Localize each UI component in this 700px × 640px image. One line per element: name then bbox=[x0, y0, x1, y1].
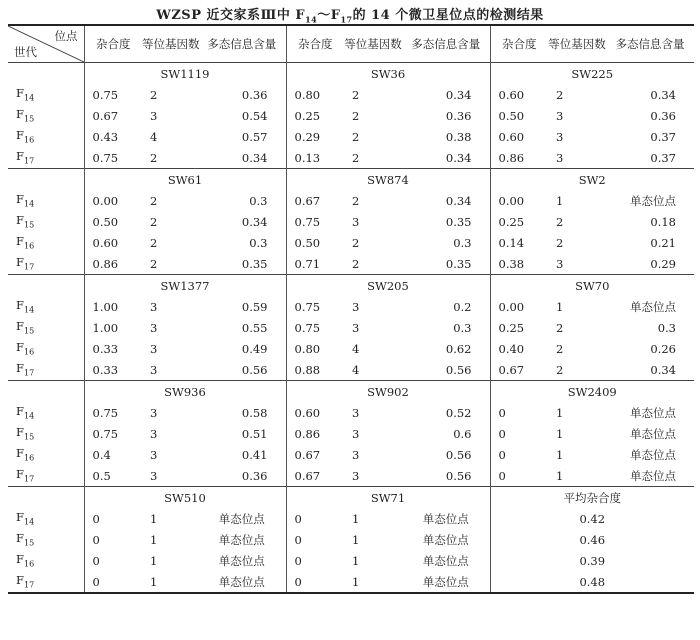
pic-value: 0.3 bbox=[657, 320, 676, 335]
heterozygosity-value: 0.38 bbox=[498, 256, 525, 271]
generation-label: $F_{16}$ bbox=[8, 126, 84, 147]
data-row bbox=[8, 147, 694, 169]
heterozygosity-value: 0 bbox=[92, 532, 100, 547]
generation-label: $F_{16}$ bbox=[8, 232, 84, 253]
allele-count-value: 3 bbox=[352, 214, 360, 229]
locus-name: SW61 bbox=[84, 169, 286, 191]
pic-value: 0.57 bbox=[198, 126, 286, 147]
heterozygosity-value: 0.25 bbox=[498, 214, 525, 229]
heterozygosity-value: 0.60 bbox=[294, 405, 321, 420]
allele-count-value: 1 bbox=[556, 405, 564, 420]
allele-count-value: 2 bbox=[556, 320, 564, 335]
heterozygosity-value: 0 bbox=[294, 532, 302, 547]
average-het-value: 0.46 bbox=[579, 532, 606, 547]
allele-count-value: 2 bbox=[556, 214, 564, 229]
pic-value: 0.51 bbox=[198, 423, 286, 444]
data-row bbox=[8, 571, 694, 593]
heterozygosity-value: 0 bbox=[294, 511, 302, 526]
pic-value: 0.36 bbox=[198, 84, 286, 105]
heterozygosity-value: 0.43 bbox=[92, 129, 119, 144]
allele-count-value: 1 bbox=[150, 511, 158, 526]
allele-count-value: 3 bbox=[150, 341, 158, 356]
locus-name: SW2 bbox=[578, 172, 606, 187]
allele-count-value: 2 bbox=[556, 341, 564, 356]
heterozygosity-value: 0.75 bbox=[92, 405, 119, 420]
pic-value: 0.54 bbox=[198, 105, 286, 126]
generation-label: $F_{16}$ bbox=[8, 444, 84, 465]
locus-name: SW2409 bbox=[567, 384, 617, 399]
heterozygosity-value: 0.00 bbox=[498, 299, 525, 314]
average-het-value: 0.39 bbox=[579, 553, 606, 568]
locus-name: SW510 bbox=[84, 487, 286, 509]
pic-value: 0.35 bbox=[402, 253, 490, 275]
allele-count-value: 2 bbox=[352, 108, 360, 123]
pic-value: 0.56 bbox=[402, 465, 490, 487]
data-row bbox=[8, 232, 694, 253]
pic-value: 0.3 bbox=[402, 317, 490, 338]
heterozygosity-value: 0.86 bbox=[92, 256, 119, 271]
allele-count-value: 3 bbox=[352, 299, 360, 314]
pic-value: 单态位点 bbox=[198, 508, 286, 529]
heterozygosity-value: 0.67 bbox=[294, 193, 321, 208]
heterozygosity-value: 0.67 bbox=[294, 447, 321, 462]
data-row bbox=[8, 126, 694, 147]
pic-value: 0.34 bbox=[402, 190, 490, 211]
pic-value: 0.34 bbox=[198, 147, 286, 169]
generation-label: $F_{17}$ bbox=[8, 465, 84, 487]
generation-label: $F_{14}$ bbox=[8, 402, 84, 423]
pic-value: 0.59 bbox=[198, 296, 286, 317]
locus-header-row bbox=[8, 169, 694, 191]
allele-count-value: 2 bbox=[352, 129, 360, 144]
heterozygosity-value: 0.75 bbox=[294, 214, 321, 229]
locus-header-row bbox=[8, 63, 694, 85]
diagonal-header-cell bbox=[8, 25, 84, 63]
allele-count-value: 2 bbox=[352, 87, 360, 102]
allele-count-value: 3 bbox=[556, 108, 564, 123]
allele-count-value: 1 bbox=[556, 447, 564, 462]
pic-value: 单态位点 bbox=[402, 571, 490, 593]
pic-value: 0.34 bbox=[402, 84, 490, 105]
average-het-value: 0.42 bbox=[579, 511, 606, 526]
heterozygosity-value: 0 bbox=[294, 553, 302, 568]
pic-value: 单态位点 bbox=[630, 299, 676, 314]
generation-label: $F_{17}$ bbox=[8, 253, 84, 275]
col-header-pic: 多态信息含量 bbox=[615, 37, 685, 51]
pic-value: 单态位点 bbox=[198, 571, 286, 593]
heterozygosity-value: 1.00 bbox=[92, 320, 119, 335]
allele-count-value: 3 bbox=[150, 320, 158, 335]
col-header-alleles: 等位基因数 bbox=[142, 37, 200, 51]
pic-value: 0.3 bbox=[198, 190, 286, 211]
locus-name: SW902 bbox=[286, 381, 490, 403]
col-header-pic: 多态信息含量 bbox=[198, 25, 286, 63]
pic-value: 0.37 bbox=[650, 150, 676, 165]
pic-value: 0.3 bbox=[402, 232, 490, 253]
allele-count-value: 2 bbox=[352, 150, 360, 165]
generation-label: $F_{14}$ bbox=[8, 508, 84, 529]
col-header-alleles: 等位基因数 bbox=[344, 37, 402, 51]
heterozygosity-value: 0 bbox=[92, 553, 100, 568]
locus-name: SW36 bbox=[286, 63, 490, 85]
pic-value: 0.26 bbox=[650, 341, 676, 356]
pic-value: 0.56 bbox=[402, 444, 490, 465]
locus-name: SW205 bbox=[286, 275, 490, 297]
allele-count-value: 4 bbox=[352, 341, 360, 356]
generation-label: $F_{17}$ bbox=[8, 571, 84, 593]
allele-count-value: 3 bbox=[556, 150, 564, 165]
pic-value: 0.36 bbox=[198, 465, 286, 487]
heterozygosity-value: 0 bbox=[294, 574, 302, 589]
data-row bbox=[8, 402, 694, 423]
generation-label: $F_{17}$ bbox=[8, 147, 84, 169]
data-row bbox=[8, 444, 694, 465]
allele-count-value: 3 bbox=[150, 108, 158, 123]
allele-count-value: 2 bbox=[556, 235, 564, 250]
allele-count-value: 1 bbox=[352, 511, 360, 526]
heterozygosity-value: 0.75 bbox=[92, 426, 119, 441]
pic-value: 0.29 bbox=[650, 256, 676, 271]
allele-count-value: 3 bbox=[150, 405, 158, 420]
pic-value: 0.36 bbox=[650, 108, 676, 123]
allele-count-value: 1 bbox=[352, 574, 360, 589]
pic-value: 0.35 bbox=[198, 253, 286, 275]
allele-count-value: 1 bbox=[556, 193, 564, 208]
data-row bbox=[8, 423, 694, 444]
pic-value: 单态位点 bbox=[402, 529, 490, 550]
heterozygosity-value: 0.5 bbox=[92, 468, 111, 483]
data-row bbox=[8, 253, 694, 275]
heterozygosity-value: 0.50 bbox=[294, 235, 321, 250]
data-row bbox=[8, 465, 694, 487]
heterozygosity-value: 0.80 bbox=[294, 341, 321, 356]
data-row bbox=[8, 508, 694, 529]
generation-label: $F_{14}$ bbox=[8, 84, 84, 105]
allele-count-value: 3 bbox=[150, 299, 158, 314]
generation-label: $F_{15}$ bbox=[8, 317, 84, 338]
heterozygosity-value: 0.50 bbox=[92, 214, 119, 229]
pic-value: 单态位点 bbox=[402, 508, 490, 529]
pic-value: 0.34 bbox=[402, 147, 490, 169]
pic-value: 0.38 bbox=[402, 126, 490, 147]
heterozygosity-value: 0.80 bbox=[294, 87, 321, 102]
pic-value: 0.58 bbox=[198, 402, 286, 423]
heterozygosity-value: 0.86 bbox=[498, 150, 525, 165]
allele-count-value: 2 bbox=[556, 87, 564, 102]
pic-value: 0.56 bbox=[198, 359, 286, 381]
heterozygosity-value: 0 bbox=[498, 468, 506, 483]
pic-value: 0.6 bbox=[402, 423, 490, 444]
heterozygosity-value: 0.29 bbox=[294, 129, 321, 144]
col-header-het: 杂合度 bbox=[298, 37, 333, 51]
locus-header-row bbox=[8, 275, 694, 297]
allele-count-value: 1 bbox=[556, 299, 564, 314]
allele-count-value: 1 bbox=[556, 426, 564, 441]
allele-count-value: 2 bbox=[150, 256, 158, 271]
data-row bbox=[8, 190, 694, 211]
data-row bbox=[8, 296, 694, 317]
pic-value: 0.52 bbox=[402, 402, 490, 423]
heterozygosity-value: 0 bbox=[498, 426, 506, 441]
data-row bbox=[8, 550, 694, 571]
generation-label: $F_{14}$ bbox=[8, 190, 84, 211]
allele-count-value: 2 bbox=[150, 150, 158, 165]
pic-value: 0.62 bbox=[402, 338, 490, 359]
locus-name: SW1119 bbox=[84, 63, 286, 85]
pic-value: 0.18 bbox=[650, 214, 676, 229]
heterozygosity-value: 0.14 bbox=[498, 235, 525, 250]
allele-count-value: 1 bbox=[150, 574, 158, 589]
heterozygosity-value: 0.75 bbox=[92, 87, 119, 102]
pic-value: 0.36 bbox=[402, 105, 490, 126]
heterozygosity-value: 0.25 bbox=[294, 108, 321, 123]
allele-count-value: 2 bbox=[150, 214, 158, 229]
allele-count-value: 3 bbox=[352, 405, 360, 420]
allele-count-value: 1 bbox=[150, 532, 158, 547]
allele-count-value: 3 bbox=[556, 256, 564, 271]
col-header-pic: 多态信息含量 bbox=[402, 25, 490, 63]
pic-value: 单态位点 bbox=[630, 193, 676, 208]
pic-value: 0.41 bbox=[198, 444, 286, 465]
locus-name: SW71 bbox=[286, 487, 490, 509]
heterozygosity-value: 0.67 bbox=[498, 362, 525, 377]
header-row bbox=[8, 25, 694, 63]
allele-count-value: 2 bbox=[150, 235, 158, 250]
generation-label: $F_{15}$ bbox=[8, 529, 84, 550]
pic-value: 0.35 bbox=[402, 211, 490, 232]
allele-count-value: 2 bbox=[352, 235, 360, 250]
generation-label: $F_{15}$ bbox=[8, 423, 84, 444]
pic-value: 0.49 bbox=[198, 338, 286, 359]
pic-value: 单态位点 bbox=[630, 405, 676, 420]
allele-count-value: 3 bbox=[352, 468, 360, 483]
pic-value: 单态位点 bbox=[198, 529, 286, 550]
table-title: WZSP 近交家系Ⅲ中 $F_{14}\sim F_{17}$的 14 个微卫星位点的检测结果 bbox=[156, 8, 544, 25]
heterozygosity-value: 0.71 bbox=[294, 256, 321, 271]
heterozygosity-value: 0.88 bbox=[294, 362, 321, 377]
allele-count-value: 3 bbox=[150, 468, 158, 483]
heterozygosity-value: 0.86 bbox=[294, 426, 321, 441]
pic-value: 单态位点 bbox=[630, 426, 676, 441]
heterozygosity-value: 0.25 bbox=[498, 320, 525, 335]
col-header-het: 杂合度 bbox=[502, 37, 537, 51]
heterozygosity-value: 0.67 bbox=[92, 108, 119, 123]
locus-name: SW874 bbox=[286, 169, 490, 191]
allele-count-value: 3 bbox=[150, 362, 158, 377]
allele-count-value: 3 bbox=[352, 426, 360, 441]
generation-label: $F_{17}$ bbox=[8, 359, 84, 381]
heterozygosity-value: 0.13 bbox=[294, 150, 321, 165]
pic-value: 0.37 bbox=[650, 129, 676, 144]
pic-value: 0.21 bbox=[650, 235, 676, 250]
generation-header-label: 世代 bbox=[14, 45, 37, 59]
heterozygosity-value: 0.00 bbox=[498, 193, 525, 208]
pic-value: 单态位点 bbox=[402, 550, 490, 571]
data-row bbox=[8, 84, 694, 105]
allele-count-value: 4 bbox=[150, 129, 158, 144]
heterozygosity-value: 0 bbox=[92, 574, 100, 589]
locus-name: SW1377 bbox=[84, 275, 286, 297]
data-row bbox=[8, 338, 694, 359]
locus-name: SW225 bbox=[571, 66, 614, 81]
heterozygosity-value: 0.75 bbox=[294, 299, 321, 314]
heterozygosity-value: 0.60 bbox=[498, 87, 525, 102]
locus-header-row bbox=[8, 381, 694, 403]
generation-label: $F_{16}$ bbox=[8, 338, 84, 359]
heterozygosity-value: 0.50 bbox=[498, 108, 525, 123]
pic-value: 0.2 bbox=[402, 296, 490, 317]
average-het-label: 平均杂合度 bbox=[563, 490, 621, 505]
heterozygosity-value: 0.67 bbox=[294, 468, 321, 483]
pic-value: 0.34 bbox=[650, 87, 676, 102]
generation-label: $F_{15}$ bbox=[8, 105, 84, 126]
data-row bbox=[8, 105, 694, 126]
heterozygosity-value: 0.60 bbox=[92, 235, 119, 250]
heterozygosity-value: 0 bbox=[92, 511, 100, 526]
col-header-alleles: 等位基因数 bbox=[548, 37, 606, 51]
heterozygosity-value: 1.00 bbox=[92, 299, 119, 314]
allele-count-value: 3 bbox=[556, 129, 564, 144]
locus-header-label: 位点 bbox=[54, 29, 78, 43]
heterozygosity-value: 0.75 bbox=[294, 320, 321, 335]
average-het-value: 0.48 bbox=[579, 574, 606, 589]
data-row bbox=[8, 211, 694, 232]
allele-count-value: 2 bbox=[352, 256, 360, 271]
allele-count-value: 3 bbox=[150, 426, 158, 441]
pic-value: 单态位点 bbox=[198, 550, 286, 571]
allele-count-value: 1 bbox=[352, 553, 360, 568]
generation-label: $F_{14}$ bbox=[8, 296, 84, 317]
allele-count-value: 2 bbox=[150, 193, 158, 208]
locus-name: SW936 bbox=[84, 381, 286, 403]
allele-count-value: 2 bbox=[150, 87, 158, 102]
pic-value: 0.34 bbox=[198, 211, 286, 232]
heterozygosity-value: 0.33 bbox=[92, 341, 119, 356]
allele-count-value: 3 bbox=[352, 320, 360, 335]
heterozygosity-value: 0.4 bbox=[92, 447, 111, 462]
col-header-het: 杂合度 bbox=[96, 37, 131, 51]
generation-label: $F_{16}$ bbox=[8, 550, 84, 571]
data-row bbox=[8, 359, 694, 381]
allele-count-value: 2 bbox=[352, 193, 360, 208]
allele-count-value: 1 bbox=[556, 468, 564, 483]
heterozygosity-value: 0 bbox=[498, 405, 506, 420]
pic-value: 单态位点 bbox=[630, 468, 676, 483]
allele-count-value: 1 bbox=[352, 532, 360, 547]
locus-header-row bbox=[8, 487, 694, 509]
allele-count-value: 2 bbox=[556, 362, 564, 377]
allele-count-value: 1 bbox=[150, 553, 158, 568]
heterozygosity-value: 0.60 bbox=[498, 129, 525, 144]
pic-value: 单态位点 bbox=[630, 447, 676, 462]
data-row bbox=[8, 317, 694, 338]
pic-value: 0.34 bbox=[650, 362, 676, 377]
heterozygosity-value: 0.40 bbox=[498, 341, 525, 356]
pic-value: 0.56 bbox=[402, 359, 490, 381]
pic-value: 0.3 bbox=[198, 232, 286, 253]
allele-count-value: 3 bbox=[150, 447, 158, 462]
heterozygosity-value: 0.33 bbox=[92, 362, 119, 377]
pic-value: 0.55 bbox=[198, 317, 286, 338]
allele-count-value: 4 bbox=[352, 362, 360, 377]
heterozygosity-value: 0.75 bbox=[92, 150, 119, 165]
generation-label: $F_{15}$ bbox=[8, 211, 84, 232]
allele-count-value: 3 bbox=[352, 447, 360, 462]
results-table bbox=[8, 24, 694, 594]
heterozygosity-value: 0.00 bbox=[92, 193, 119, 208]
heterozygosity-value: 0 bbox=[498, 447, 506, 462]
data-row bbox=[8, 529, 694, 550]
locus-name: SW70 bbox=[575, 278, 610, 293]
